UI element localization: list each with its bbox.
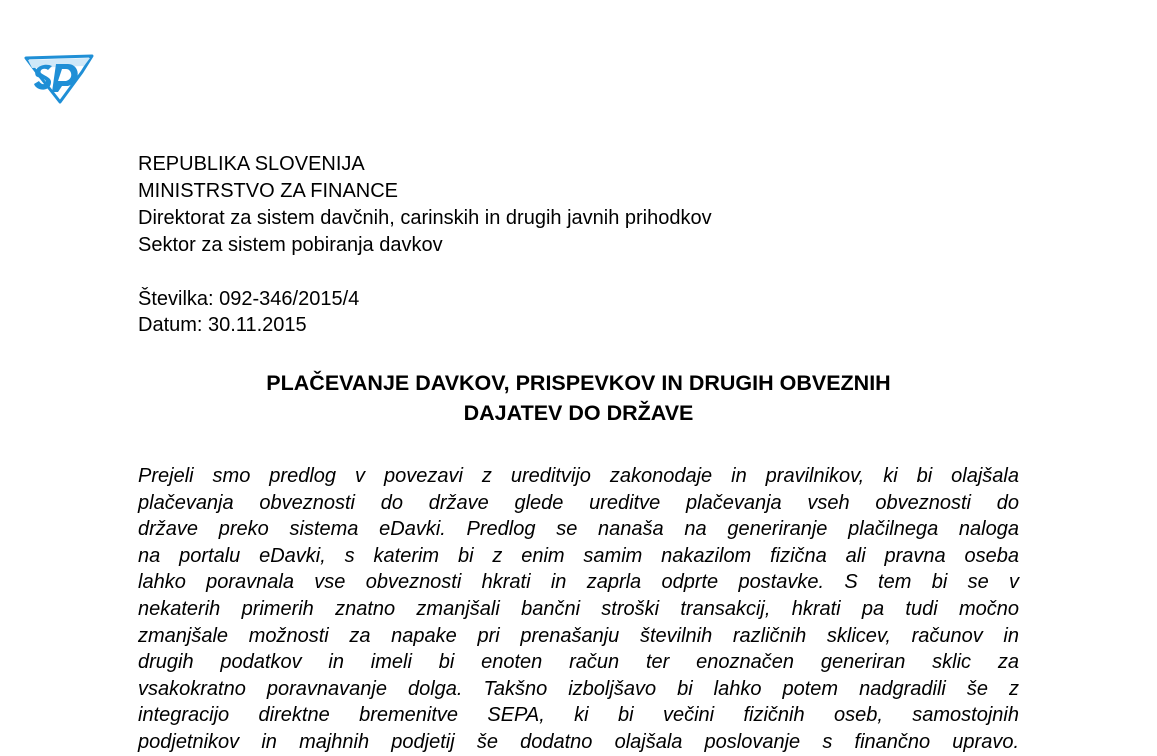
- paragraph-line: podjetnikov in majhnih podjetij še dodatno olajšala poslovanje s finančno upravo.: [138, 730, 1019, 753]
- republic-name: REPUBLIKA SLOVENIJA: [138, 153, 365, 175]
- sd-shield-logo-icon: [22, 48, 96, 104]
- sector-name: Sektor za sistem pobiranja davkov: [138, 234, 443, 256]
- directorate-name: Direktorat za sistem davčnih, carinskih in drugih javnih prihodkov: [138, 207, 712, 229]
- paragraph-line: nekaterih primerih znatno zmanjšali bančni stroški transakcij, hkrati pa tudi močno: [138, 597, 1019, 620]
- document-meta: [138, 286, 359, 338]
- sd-logo: [22, 48, 96, 104]
- ministry-name: MINISTRSTVO ZA FINANCE: [138, 180, 399, 202]
- paragraph-line: lahko poravnala vse obveznosti hkrati in zaprla odprte postavke. S tem bi se v: [138, 571, 1019, 594]
- paragraph-line: zmanjšale možnosti za napake pri prenašanju številnih različnih sklicev, računov in: [138, 624, 1019, 647]
- document-number: Številka: 092-346/2015/4: [138, 288, 360, 310]
- title-line-1: PLAČEVANJE DAVKOV, PRISPEVKOV IN DRUGIH OBVEZNIH: [266, 371, 891, 395]
- paragraph-line: države preko sistema eDavki. Predlog se nanaša na generiranje plačilnega naloga: [138, 518, 1019, 541]
- document-title: [138, 368, 1019, 428]
- paragraph-line: drugih podatkov in imeli bi enoten račun ter enoznačen generiran sklic za: [138, 651, 1019, 674]
- paragraph-line: Prejeli smo predlog v povezavi z ureditvijo zakonodaje in pravilnikov, ki bi olajšala: [138, 465, 1019, 487]
- paragraph-line: integracijo direktne bremenitve SEPA, ki bi večini fizičnih oseb, samostojnih: [138, 704, 1019, 727]
- document-date: Datum: 30.11.2015: [138, 314, 307, 336]
- body-paragraph: [138, 463, 1019, 756]
- sender-block: [138, 151, 712, 259]
- paragraph-line: vsakokratno poravnavanje dolga. Takšno izboljšavo bi lahko potem nadgradili še z: [138, 677, 1019, 700]
- paragraph-line: na portalu eDavki, s katerim bi z enim samim nakazilom fizična ali pravna oseba: [138, 544, 1019, 567]
- paragraph-line: plačevanja obveznosti do države glede ureditve plačevanja vseh obveznosti do: [138, 491, 1019, 514]
- title-line-2: DAJATEV DO DRŽAVE: [463, 401, 694, 425]
